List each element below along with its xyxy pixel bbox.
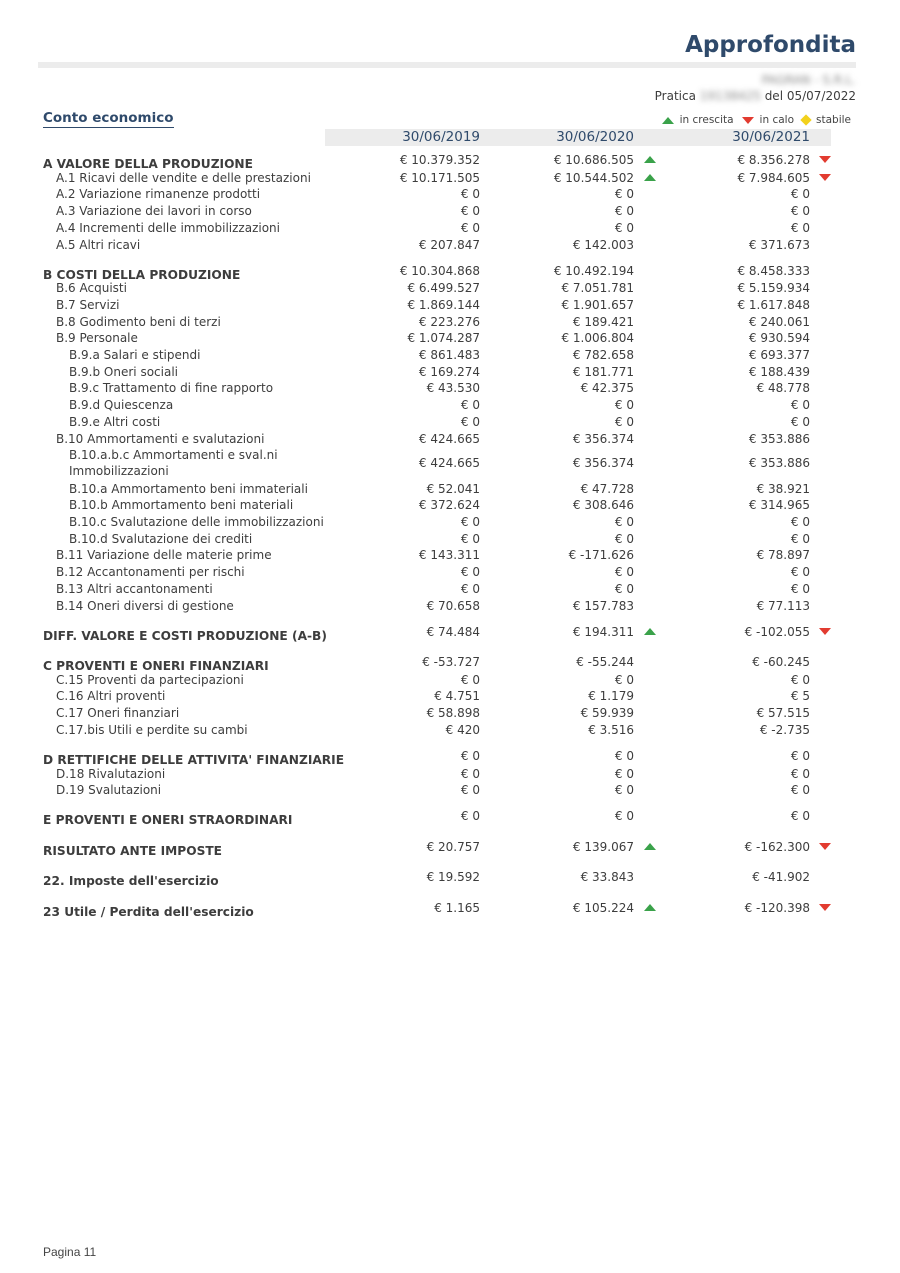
value-2021: € 0 — [790, 220, 810, 235]
value-2020: € 0 — [614, 204, 634, 219]
pratica-number: 19138425 — [699, 89, 761, 103]
row-label-continuation: Immobilizzazioni — [69, 464, 169, 479]
value-2020: € 42.375 — [580, 381, 634, 396]
table-row — [0, 280, 900, 296]
value-2019: € 20.757 — [426, 839, 480, 854]
column-header-2020: 30/06/2020 — [556, 129, 634, 145]
row-label: C.17.bis Utili e perdite su cambi — [56, 722, 248, 737]
row-label: DIFF. VALORE E COSTI PRODUZIONE (A-B) — [43, 628, 327, 643]
value-2020: € 1.901.657 — [561, 297, 634, 312]
table-row — [0, 414, 900, 430]
table-row — [0, 766, 900, 782]
value-2019: € 207.847 — [418, 237, 480, 252]
value-2021: € 0 — [790, 414, 810, 429]
row-label: A VALORE DELLA PRODUZIONE — [43, 157, 253, 171]
value-2021: € 38.921 — [756, 481, 810, 496]
value-2021: € 8.356.278 — [737, 153, 810, 167]
table-row — [0, 220, 900, 236]
table-row — [0, 705, 900, 721]
value-2019: € 43.530 — [426, 381, 480, 396]
legend — [654, 114, 851, 126]
value-2019: € 0 — [460, 220, 480, 235]
section-title: Conto economico — [43, 110, 174, 126]
value-2021: € 7.984.605 — [737, 170, 810, 185]
value-2019: € -53.727 — [422, 655, 480, 669]
value-2020: € 0 — [614, 531, 634, 546]
table-row — [0, 431, 900, 447]
table-row — [0, 870, 900, 889]
value-2021: € 0 — [790, 766, 810, 781]
value-2020: € 0 — [614, 565, 634, 580]
table-row — [0, 688, 900, 704]
value-2021: € 0 — [790, 187, 810, 202]
value-2021: € 0 — [790, 398, 810, 413]
triangle-up-icon — [644, 904, 656, 911]
value-2021: € 353.886 — [748, 456, 810, 471]
value-2020: € 59.939 — [580, 706, 634, 721]
value-2019: € 223.276 — [418, 314, 480, 329]
value-2020: € 33.843 — [580, 870, 634, 885]
row-label: B.9.d Quiescenza — [69, 398, 174, 413]
row-label: E PROVENTI E ONERI STRAORDINARI — [43, 813, 293, 828]
value-2021: € 0 — [790, 672, 810, 687]
value-2019: € 1.074.287 — [407, 331, 480, 346]
value-2021: € 57.515 — [756, 706, 810, 721]
table-row — [0, 900, 900, 920]
triangle-up-icon — [644, 174, 656, 181]
value-2021: € 314.965 — [748, 498, 810, 513]
triangle-up-icon — [644, 843, 656, 850]
row-label: A.3 Variazione dei lavori in corso — [56, 204, 252, 219]
value-2019: € 169.274 — [418, 364, 480, 379]
legend-up — [662, 114, 734, 126]
value-2020: € 10.544.502 — [553, 170, 634, 185]
row-label: B.13 Altri accantonamenti — [56, 581, 213, 596]
table-row — [0, 330, 900, 346]
value-2020: € 0 — [614, 398, 634, 413]
value-2021: € 0 — [790, 515, 810, 529]
row-label: D.18 Rivalutazioni — [56, 766, 166, 781]
row-label: B.10.a.b.c Ammortamenti e sval.ni — [69, 448, 278, 463]
value-2019: € 0 — [460, 565, 480, 580]
value-2020: € 181.771 — [572, 364, 634, 379]
table-row — [0, 347, 900, 363]
value-2019: € 70.658 — [426, 598, 480, 613]
value-2019: € 0 — [460, 783, 480, 798]
value-2020: € 142.003 — [572, 237, 634, 252]
table-row — [0, 397, 900, 413]
value-2020: € 0 — [614, 515, 634, 529]
triangle-down-icon — [819, 843, 831, 850]
value-2019: € 0 — [460, 672, 480, 687]
row-label: B.10 Ammortamenti e svalutazioni — [56, 431, 265, 446]
value-2020: € 0 — [614, 581, 634, 596]
value-2019: € 10.379.352 — [399, 153, 480, 167]
row-label: RISULTATO ANTE IMPOSTE — [43, 843, 222, 858]
row-label: A.2 Variazione rimanenze prodotti — [56, 187, 261, 202]
table-row — [0, 809, 900, 828]
value-2019: € 0 — [460, 398, 480, 413]
value-2019: € 0 — [460, 187, 480, 202]
value-2020: € 308.646 — [572, 498, 634, 513]
row-label: B.10.a Ammortamento beni immateriali — [69, 481, 308, 496]
value-2020: € 0 — [614, 187, 634, 202]
value-2021: € 240.061 — [748, 314, 810, 329]
triangle-down-icon — [819, 628, 831, 635]
value-2020: € 0 — [614, 220, 634, 235]
table-row — [0, 581, 900, 597]
row-label: B COSTI DELLA PRODUZIONE — [43, 267, 241, 282]
pratica-label: Pratica — [654, 89, 696, 103]
value-2020: € -171.626 — [568, 548, 634, 563]
value-2020: € 0 — [614, 766, 634, 781]
value-2019: € 52.041 — [426, 481, 480, 496]
value-2020: € -55.244 — [576, 655, 634, 669]
table-row — [0, 364, 900, 380]
value-2019: € 143.311 — [418, 548, 480, 563]
table-row — [0, 839, 900, 859]
value-2020: € 0 — [614, 672, 634, 687]
value-2021: € 188.439 — [748, 364, 810, 379]
value-2019: € 4.751 — [434, 689, 480, 704]
value-2020: € 157.783 — [572, 598, 634, 613]
legend-down — [742, 114, 794, 126]
value-2021: € 5 — [790, 689, 810, 704]
value-2021: € 693.377 — [748, 348, 810, 362]
value-2019: € 0 — [460, 581, 480, 596]
row-label: B.9.e Altri costi — [69, 414, 161, 429]
row-label: B.10.c Svalutazione delle immobilizzazioni — [69, 515, 324, 529]
table-row — [0, 447, 900, 479]
row-label: A.4 Incrementi delle immobilizzazioni — [56, 220, 280, 235]
table-row — [0, 722, 900, 738]
row-label: C.16 Altri proventi — [56, 689, 166, 704]
value-2021: € 78.897 — [756, 548, 810, 563]
value-2020: € 782.658 — [572, 348, 634, 362]
row-label: D RETTIFICHE DELLE ATTIVITA' FINANZIARIE — [43, 752, 345, 767]
table-row — [0, 531, 900, 547]
value-2019: € 0 — [460, 414, 480, 429]
row-label: B.12 Accantonamenti per rischi — [56, 565, 245, 580]
row-label: A.1 Ricavi delle vendite e delle prestazioni — [56, 170, 311, 185]
value-2020: € 105.224 — [572, 900, 634, 915]
triangle-down-icon — [819, 156, 831, 163]
table-row — [0, 564, 900, 580]
row-label: B.10.b Ammortamento beni materiali — [69, 498, 294, 513]
value-2019: € 0 — [460, 515, 480, 529]
row-label: B.9.c Trattamento di fine rapporto — [69, 381, 274, 396]
value-2021: € 371.673 — [748, 237, 810, 252]
value-2020: € 10.492.194 — [553, 263, 634, 278]
value-2021: € 5.159.934 — [737, 281, 810, 296]
row-label: B.7 Servizi — [56, 297, 120, 312]
row-label: D.19 Svalutazioni — [56, 783, 162, 798]
value-2020: € 1.006.804 — [561, 331, 634, 346]
value-2019: € 10.171.505 — [399, 170, 480, 185]
value-2021: € 0 — [790, 581, 810, 596]
value-2021: € 0 — [790, 783, 810, 798]
value-2020: € 194.311 — [572, 624, 634, 639]
value-2020: € 356.374 — [572, 456, 634, 471]
value-2021: € 353.886 — [748, 431, 810, 446]
value-2021: € 0 — [790, 809, 810, 824]
row-label: C PROVENTI E ONERI FINANZIARI — [43, 659, 269, 673]
value-2021: € -162.300 — [744, 839, 810, 854]
value-2019: € 58.898 — [426, 706, 480, 721]
value-2020: € 10.686.505 — [553, 153, 634, 167]
value-2019: € 0 — [460, 748, 480, 763]
value-2020: € 0 — [614, 748, 634, 763]
row-label: B.9.b Oneri sociali — [69, 364, 178, 379]
value-2021: € 930.594 — [748, 331, 810, 346]
value-2021: € 0 — [790, 204, 810, 219]
value-2019: € 1.869.144 — [407, 297, 480, 312]
value-2019: € 0 — [460, 204, 480, 219]
legend-stable-label: stabile — [816, 114, 851, 126]
value-2021: € 0 — [790, 531, 810, 546]
value-2020: € 0 — [614, 809, 634, 824]
triangle-down-icon — [819, 904, 831, 911]
value-2019: € 10.304.868 — [399, 263, 480, 278]
value-2021: € -41.902 — [752, 870, 810, 885]
value-2021: € 8.458.333 — [737, 263, 810, 278]
value-2021: € -102.055 — [744, 624, 810, 639]
value-2019: € 6.499.527 — [407, 281, 480, 296]
pratica-date: del 05/07/2022 — [764, 89, 856, 103]
value-2021: € -60.245 — [752, 655, 810, 669]
row-label: B.8 Godimento beni di terzi — [56, 314, 221, 329]
value-2021: € 1.617.848 — [737, 297, 810, 312]
table-row — [0, 514, 900, 530]
table-row — [0, 782, 900, 798]
value-2019: € 19.592 — [426, 870, 480, 885]
value-2020: € 1.179 — [588, 689, 634, 704]
value-2021: € 0 — [790, 748, 810, 763]
value-2019: € 420 — [445, 722, 480, 737]
company-name: PAGRAN - S.R.L. — [761, 73, 856, 87]
row-label: B.11 Variazione delle materie prime — [56, 548, 272, 563]
triangle-down-icon — [819, 174, 831, 181]
table-row — [0, 598, 900, 614]
diamond-icon — [800, 114, 811, 125]
triangle-up-icon — [644, 156, 656, 163]
legend-up-label: in crescita — [679, 114, 734, 126]
row-label: 23 Utile / Perdita dell'esercizio — [43, 904, 254, 919]
row-label: 22. Imposte dell'esercizio — [43, 874, 219, 889]
row-label: B.9 Personale — [56, 331, 138, 346]
value-2019: € 861.483 — [418, 348, 480, 362]
value-2019: € 1.165 — [434, 900, 480, 915]
row-label: B.9.a Salari e stipendi — [69, 348, 201, 362]
table-row — [0, 547, 900, 563]
value-2021: € 77.113 — [756, 598, 810, 613]
value-2020: € 356.374 — [572, 431, 634, 446]
pratica-info — [655, 89, 856, 103]
value-2021: € -120.398 — [744, 900, 810, 915]
table-row — [0, 170, 900, 186]
legend-stable — [802, 114, 851, 126]
value-2019: € 0 — [460, 766, 480, 781]
value-2019: € 0 — [460, 531, 480, 546]
table-row — [0, 380, 900, 396]
row-label: B.14 Oneri diversi di gestione — [56, 598, 234, 613]
table-row — [0, 497, 900, 513]
value-2020: € 189.421 — [572, 314, 634, 329]
value-2020: € 3.516 — [588, 722, 634, 737]
value-2020: € 0 — [614, 783, 634, 798]
table-row — [0, 297, 900, 313]
table-row — [0, 672, 900, 688]
triangle-up-icon — [662, 117, 674, 124]
row-label: C.15 Proventi da partecipazioni — [56, 672, 244, 687]
page-title: Approfondita — [685, 32, 856, 58]
value-2020: € 139.067 — [572, 839, 634, 854]
value-2021: € 0 — [790, 565, 810, 580]
table-row — [0, 624, 900, 644]
value-2019: € 424.665 — [418, 431, 480, 446]
row-label: A.5 Altri ricavi — [56, 237, 141, 252]
row-label: B.6 Acquisti — [56, 281, 127, 296]
value-2019: € 0 — [460, 809, 480, 824]
table-row — [0, 481, 900, 497]
row-label: C.17 Oneri finanziari — [56, 706, 180, 721]
column-header-2021: 30/06/2021 — [732, 129, 810, 145]
table-row — [0, 314, 900, 330]
value-2019: € 372.624 — [418, 498, 480, 513]
value-2020: € 7.051.781 — [561, 281, 634, 296]
table-row — [0, 203, 900, 219]
value-2019: € 424.665 — [418, 456, 480, 471]
header-divider — [38, 62, 856, 68]
value-2019: € 74.484 — [426, 624, 480, 639]
value-2020: € 0 — [614, 414, 634, 429]
triangle-up-icon — [644, 628, 656, 635]
column-header-2019: 30/06/2019 — [402, 129, 480, 145]
value-2021: € 48.778 — [756, 381, 810, 396]
row-label: B.10.d Svalutazione dei crediti — [69, 531, 253, 546]
legend-down-label: in calo — [759, 114, 795, 126]
table-row — [0, 186, 900, 202]
table-row — [0, 237, 900, 253]
triangle-down-icon — [742, 117, 754, 124]
page-number: Pagina 11 — [43, 1245, 97, 1259]
value-2021: € -2.735 — [759, 722, 810, 737]
value-2020: € 47.728 — [580, 481, 634, 496]
